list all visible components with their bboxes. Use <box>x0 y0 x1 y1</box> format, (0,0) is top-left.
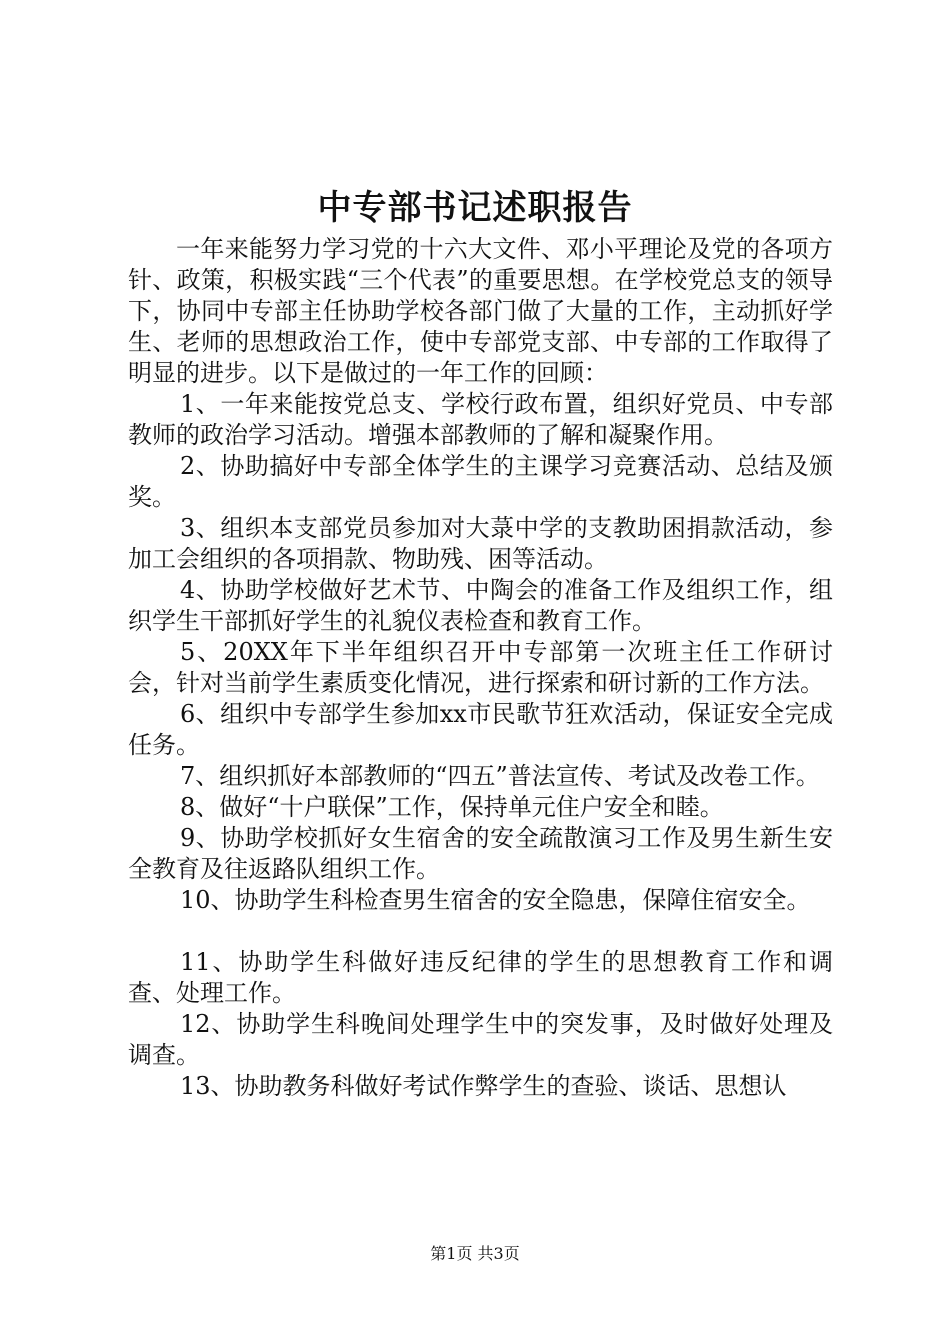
intro-paragraph: 一年来能努力学习党的十六大文件、邓小平理论及党的各项方针、政策，积极实践“三个代表”的重要思想。在学校党总支的领导下，协同中专部主任协助学校各部门做了大量的工作，主动抓好学生、老师的思想政治工作，使中专部党支部、中专部的工作取得了明显的进步。以下是做过的一年工作的回顾： <box>128 235 833 387</box>
document-title: 中专部书记述职报告 <box>317 188 633 228</box>
list-item: 10、协助学生科检查男生宿舍的安全隐患，保障住宿安全。 <box>180 886 811 914</box>
list-item: 2、协助搞好中专部全体学生的主课学习竞赛活动、总结及颁奖。 <box>128 452 833 511</box>
list-item: 8、做好“十户联保”工作，保持单元住户安全和睦。 <box>180 793 724 821</box>
blank-line <box>128 916 833 947</box>
page-footer: 第1页 共3页 <box>430 1244 520 1263</box>
list-item: 7、组织抓好本部教师的“四五”普法宣传、考试及改卷工作。 <box>180 762 820 790</box>
document-body <box>128 234 833 1102</box>
list-item: 13、协助教务科做好考试作弊学生的查验、谈话、思想认 <box>180 1072 787 1100</box>
list-item: 11、协助学生科做好违反纪律的学生的思想教育工作和调查、处理工作。 <box>128 948 833 1007</box>
list-item: 1、一年来能按党总支、学校行政布置，组织好党员、中专部教师的政治学习活动。增强本部教师的了解和凝聚作用。 <box>128 390 833 449</box>
list-item: 6、组织中专部学生参加xx市民歌节狂欢活动，保证安全完成任务。 <box>128 700 833 759</box>
list-item: 12、协助学生科晚间处理学生中的突发事，及时做好处理及调查。 <box>128 1010 833 1069</box>
list-item: 3、组织本支部党员参加对大菉中学的支教助困捐款活动，参加工会组织的各项捐款、物助残、困等活动。 <box>128 514 833 573</box>
list-item: 5、20XX年下半年组织召开中专部第一次班主任工作研讨会，针对当前学生素质变化情况，进行探索和研讨新的工作方法。 <box>128 638 833 697</box>
list-item: 9、协助学校抓好女生宿舍的安全疏散演习工作及男生新生安全教育及往返路队组织工作。 <box>128 824 833 883</box>
list-item: 4、协助学校做好艺术节、中陶会的准备工作及组织工作，组织学生干部抓好学生的礼貌仪表检查和教育工作。 <box>128 576 833 635</box>
